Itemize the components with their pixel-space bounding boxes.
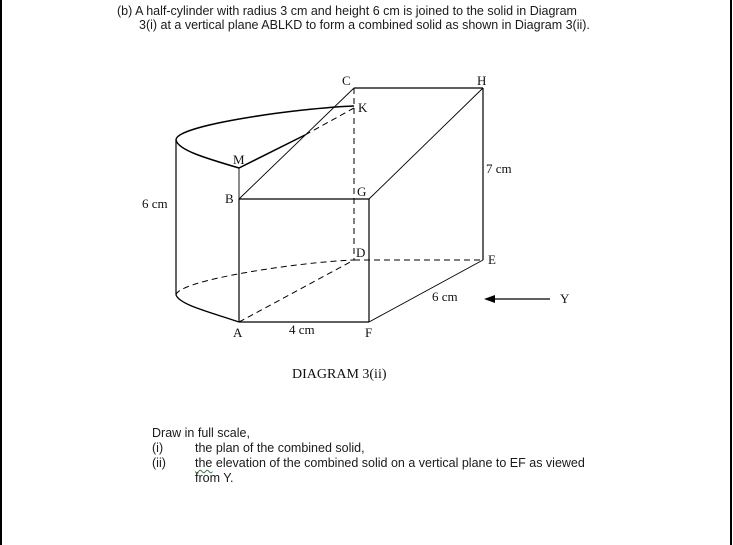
dim-AF: 4 cm: [289, 322, 315, 337]
view-arrow: [484, 295, 550, 303]
label-D: D: [356, 245, 366, 260]
label-M: M: [233, 152, 245, 167]
label-C: C: [342, 73, 351, 88]
label-K: K: [358, 100, 368, 115]
dim-FE: 6 cm: [432, 289, 458, 304]
arrow-head-icon: [484, 295, 495, 303]
cylinder-bottom-curve-visible: [176, 295, 239, 322]
task-instructions: [152, 426, 585, 486]
dim-cylinder-height: 6 cm: [142, 196, 168, 211]
hidden-edges: [176, 88, 483, 322]
part-label: (b): [117, 4, 133, 18]
task-instruction: Draw in full scale,: [152, 426, 250, 440]
task-item-1-text: the plan of the combined solid,: [195, 441, 365, 455]
task-item-1-num: (i): [152, 441, 164, 455]
intro-text-1: A half-cylinder with radius 3 cm and height 6 cm is joined to the solid in Diagram: [135, 4, 577, 18]
intro-line-2: 3(i) at a vertical plane ABLKD to form a combined solid as shown in Diagram 3(ii).: [139, 18, 590, 32]
label-F: F: [365, 325, 373, 340]
label-A: A: [233, 325, 243, 340]
dim-HE: 7 cm: [486, 161, 512, 176]
label-G: G: [357, 184, 367, 199]
solid-edges: [176, 88, 483, 322]
edge-MK-visible: [239, 135, 305, 168]
edge-GH: [369, 88, 483, 199]
label-Y: Y: [560, 291, 570, 306]
spellcheck-word-the: the: [195, 456, 213, 470]
label-H: H: [477, 73, 487, 88]
edge-BC: [239, 88, 354, 199]
task-item-2: [152, 456, 585, 471]
label-E: E: [488, 252, 496, 267]
diagram-caption: DIAGRAM 3(ii): [292, 367, 387, 382]
label-B: B: [225, 191, 234, 206]
task-item-2-text: elevation of the combined solid on a vertical plane to EF as viewed: [212, 456, 585, 470]
task-item-2-num: (ii): [152, 456, 166, 470]
edge-FE: [369, 260, 483, 322]
task-item-1: [152, 441, 585, 456]
cylinder-bottom-curve-hidden: [176, 260, 354, 295]
edge-AD-hidden: [239, 260, 354, 322]
cylinder-top-curve: [176, 106, 354, 168]
task-item-2-continuation: from Y.: [195, 471, 234, 485]
